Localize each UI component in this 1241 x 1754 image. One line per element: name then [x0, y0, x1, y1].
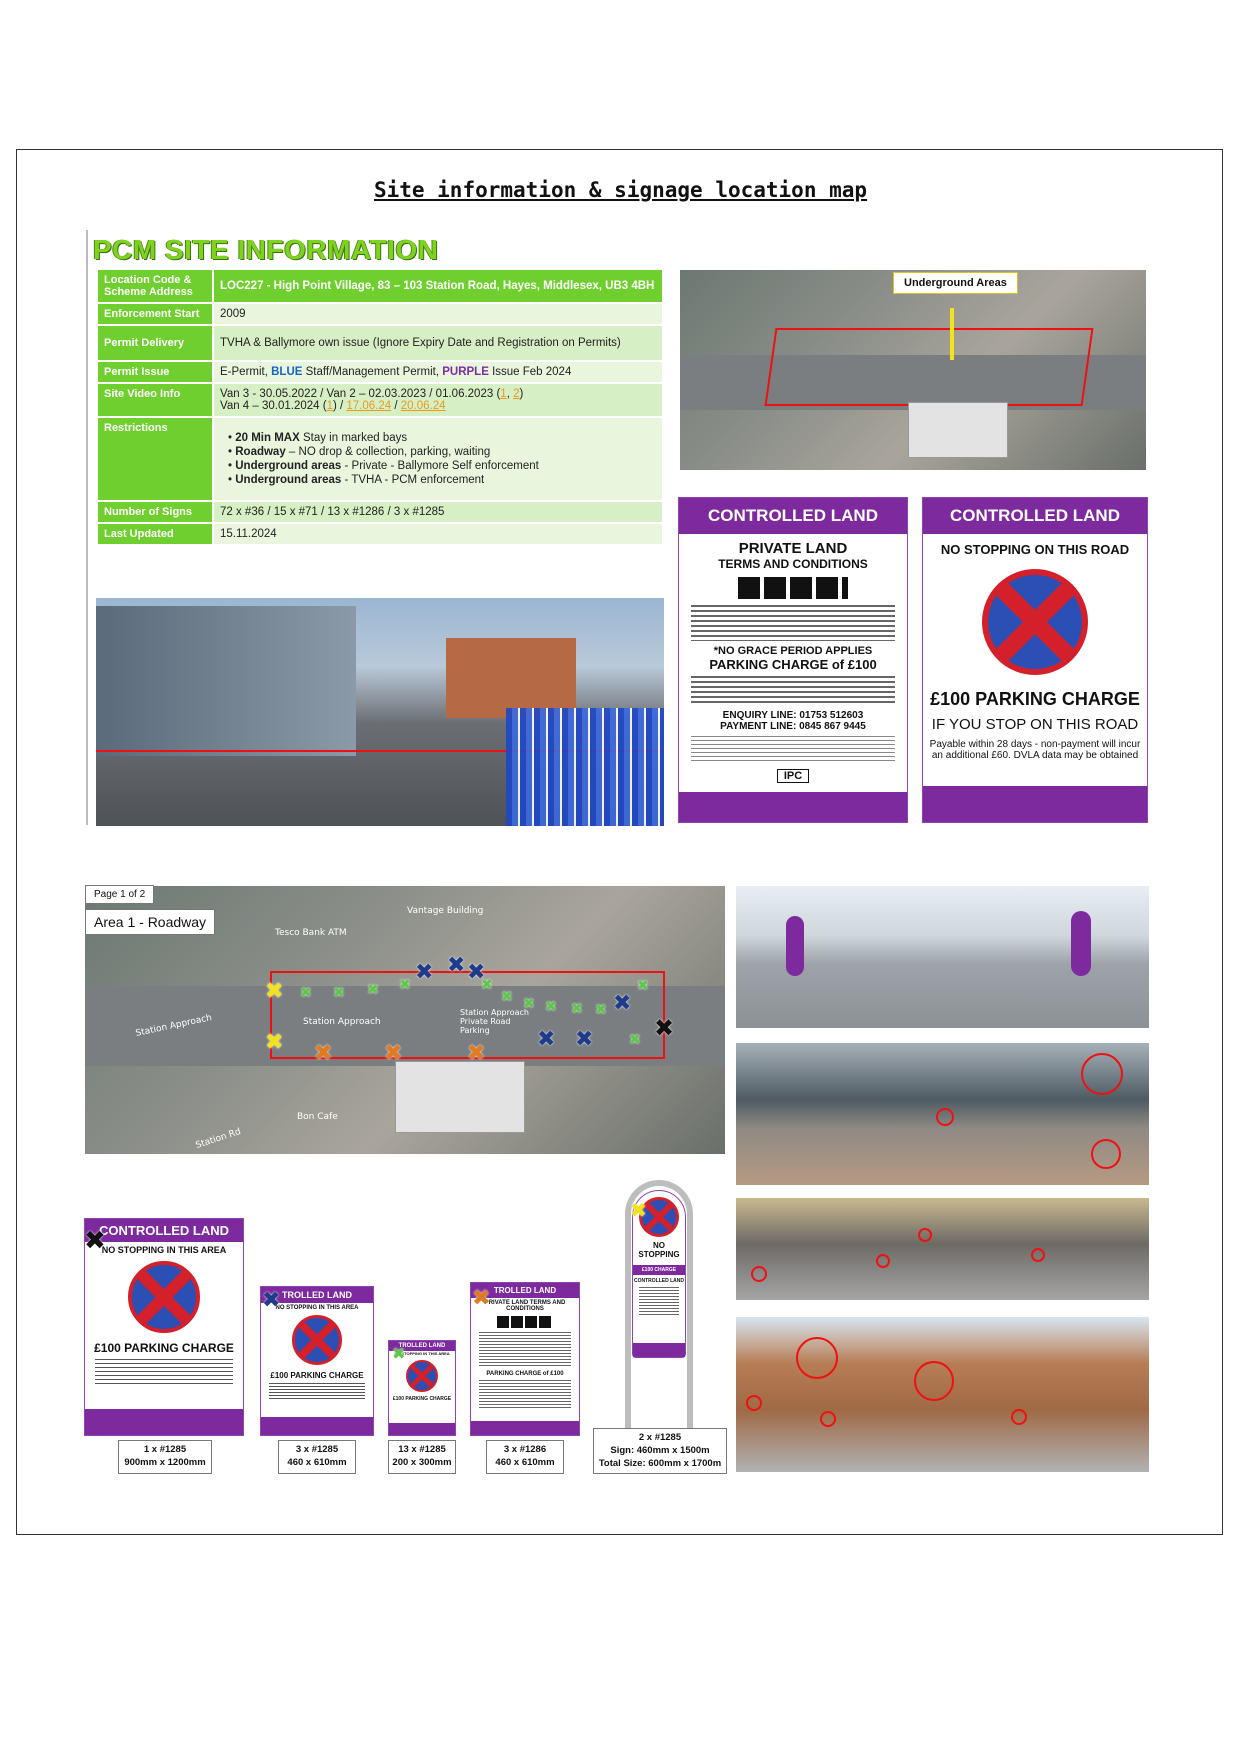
sign-location-marker-icon: ✖ [523, 996, 535, 1012]
list-item: • Roadway – NO drop & collection, parking, waiting [228, 446, 656, 458]
enquiry-line: ENQUIRY LINE: 01753 512603 [722, 710, 864, 721]
row-label: Location Code & Scheme Address [97, 269, 213, 303]
row-value: 15.11.2024 [213, 523, 663, 545]
sign-footer [389, 1423, 455, 1435]
no-stopping-sign [922, 497, 1148, 823]
no-stopping-icon [406, 1360, 438, 1392]
charge-notice: £100 PARKING CHARGE [270, 1371, 364, 1380]
sign-location-marker-icon: ✖ [481, 977, 493, 993]
list-item: • Underground areas - Private - Ballymore Self enforcement [228, 460, 656, 472]
payment-terms-text: Payable within 28 days - non-payment will incur an additional £60. DVLA data may be obtained [929, 739, 1141, 761]
row-label: Site Video Info [97, 383, 213, 417]
row-label: Last Updated [97, 523, 213, 545]
terms-text-block [691, 736, 895, 762]
sign-location-marker-icon: ✖ [447, 953, 466, 978]
sign-caption: 2 x #1285 Sign: 460mm x 1500m Total Size: 600mm x 1700m [593, 1428, 727, 1474]
row-value: TVHA & Ballymore own issue (Ignore Expiry Date and Registration on Permits) [213, 325, 663, 361]
table-row [97, 523, 663, 545]
row-value: E-Permit, BLUE Staff/Management Permit, PURPLE Issue Feb 2024 [213, 361, 663, 383]
sign-location-marker-icon: ✖ [613, 991, 632, 1016]
row-value: 2009 [213, 303, 663, 325]
sign-title: TROLLED LAND [261, 1287, 373, 1303]
sign-location-marker-icon: ✖ [265, 979, 284, 1004]
sign-location-marker-icon: ✖ [314, 1041, 333, 1066]
video-link[interactable]: 2 [513, 388, 520, 400]
sign-subtitle: CONTROLLED LAND [634, 1278, 684, 1284]
map-place-label: Station Approach [134, 1013, 213, 1039]
sign-text-block [639, 1287, 679, 1317]
map-place-label: Station Rd [194, 1127, 243, 1151]
page-title: Site information & signage location map [373, 178, 868, 202]
sign-subtitle: NO STOPPING IN THIS AREA [275, 1305, 359, 1311]
street-photo [96, 598, 664, 826]
sign-footer [471, 1421, 579, 1435]
sign-footer [85, 1409, 243, 1435]
site-photo-underpass [736, 1198, 1149, 1300]
table-row [97, 361, 663, 383]
sign-text-block [95, 1359, 233, 1385]
sign-location-marker-icon: ✖ [501, 989, 513, 1005]
sign-location-marker-icon: ✖ [545, 999, 557, 1015]
row-value: 72 x #36 / 15 x #71 / 13 x #1286 / 3 x #1285 [213, 501, 663, 523]
sign-subtitle: PRIVATE LAND TERMS AND CONDITIONS [484, 1300, 566, 1312]
sign-text-block [479, 1332, 571, 1368]
sign-location-marker-icon: ✖ [595, 1002, 607, 1018]
condition-text: IF YOU STOP ON THIS ROAD [931, 716, 1139, 733]
area-label: Area 1 - Roadway [85, 909, 215, 935]
sign-subtitle: NO STOPPING IN THIS AREA [101, 1245, 227, 1255]
table-row [97, 303, 663, 325]
sign-title: CONTROLLED LAND [923, 498, 1147, 534]
sign-location-marker-icon: ✖ [467, 1041, 486, 1066]
charge-notice: £100 PARKING CHARGE [930, 689, 1140, 709]
row-label: Permit Issue [97, 361, 213, 383]
sign-type-marker-icon: ✖ [262, 1288, 281, 1313]
sign-title: TROLLED LAND [389, 1341, 455, 1351]
sign-location-marker-icon: ✖ [637, 978, 649, 994]
sign-footer [923, 786, 1147, 822]
page-indicator: Page 1 of 2 [85, 885, 154, 904]
sign-type-marker-icon: ✖ [630, 1198, 647, 1222]
sign-caption: 1 x #1285 900mm x 1200mm [118, 1440, 212, 1474]
charge-notice: PARKING CHARGE of £100 [486, 1371, 564, 1377]
restriction-icons [497, 1316, 553, 1328]
sign-footer [633, 1343, 685, 1357]
sign-subtitle: PRIVATE LAND [738, 540, 848, 557]
payment-line: PAYMENT LINE: 0845 867 9445 [720, 721, 866, 732]
table-row [97, 269, 663, 303]
row-label: Enforcement Start [97, 303, 213, 325]
no-stopping-icon [292, 1315, 342, 1365]
table-row [97, 325, 663, 361]
row-label: Number of Signs [97, 501, 213, 523]
sign-location-marker-icon: ✖ [384, 1041, 403, 1066]
sign-title: TROLLED LAND [471, 1283, 579, 1298]
site-photo-entrance [736, 1043, 1149, 1185]
row-label: Permit Delivery [97, 325, 213, 361]
table-row [97, 417, 663, 501]
sign-subtitle: NO STOPPING ON THIS ROAD [940, 542, 1130, 557]
charge-notice: £100 PARKING CHARGE [392, 1396, 452, 1402]
no-stopping-icon [128, 1261, 200, 1333]
sign-location-marker-icon: ✖ [300, 985, 312, 1001]
charge-notice: PARKING CHARGE of £100 [709, 657, 877, 672]
sign-subtitle: NO STOPPING IN THIS AREA [394, 1351, 450, 1356]
underground-areas-label: Underground Areas [893, 272, 1018, 294]
aerial-map-overview [680, 270, 1146, 470]
sign-footer [679, 792, 907, 822]
site-photo-roadway [736, 886, 1149, 1028]
restrictions-list [220, 432, 656, 486]
table-row [97, 383, 663, 417]
sign-footer [261, 1417, 373, 1435]
sign-title: NO STOPPING [638, 1241, 680, 1259]
sign-location-marker-icon: ✖ [333, 985, 345, 1001]
row-label: Restrictions [97, 417, 213, 501]
row-value: LOC227 - High Point Village, 83 – 103 Station Road, Hayes, Middlesex, UB3 4BH [213, 269, 663, 303]
arrow-up-icon [950, 308, 954, 360]
sign-location-marker-icon: ✖ [265, 1030, 284, 1055]
sign-subtitle: £100 CHARGE [633, 1265, 685, 1275]
sign-type-marker-icon: ✖ [472, 1286, 491, 1311]
sign-title: CONTROLLED LAND [679, 498, 907, 534]
restriction-icons [738, 577, 848, 599]
sign-text-block [269, 1383, 365, 1401]
sign-location-marker-icon: ✖ [654, 1014, 675, 1042]
site-info-table [96, 268, 664, 546]
sign-location-marker-icon: ✖ [399, 977, 411, 993]
map-place-label: Station Approach [303, 1017, 381, 1027]
terms-sign [678, 497, 908, 823]
sign-location-marker-icon: ✖ [467, 960, 486, 985]
table-row [97, 501, 663, 523]
sign-title: CONTROLLED LAND [85, 1219, 243, 1242]
section-divider [86, 230, 88, 825]
sample-sign-large [84, 1218, 244, 1436]
video-link[interactable]: 20.06.24 [400, 400, 446, 412]
site-photo-wall [736, 1317, 1149, 1472]
sign-location-marker-icon: ✖ [415, 960, 434, 985]
map-place-label: Bon Cafe [297, 1112, 338, 1122]
video-link[interactable]: 1 [500, 388, 507, 400]
enforcement-zone-outline [765, 328, 1094, 406]
sign-type-marker-icon: ✖ [84, 1226, 106, 1256]
sign-location-marker-icon: ✖ [629, 1032, 641, 1048]
terms-text-block [691, 676, 895, 706]
sign-type-marker-icon: ✖ [392, 1344, 406, 1363]
sign-location-marker-icon: ✖ [367, 982, 379, 998]
sign-caption: 3 x #1285 460 x 610mm [278, 1440, 356, 1474]
sign-location-marker-icon: ✖ [537, 1027, 556, 1052]
sign-subtitle: TERMS AND CONDITIONS [718, 557, 868, 571]
map-place-label: Station Approach Private Road Parking [460, 1008, 529, 1035]
terms-text-block [691, 605, 895, 641]
video-link[interactable]: 17.06.24 [346, 400, 392, 412]
row-value [213, 417, 663, 501]
map-place-label: Vantage Building [407, 906, 484, 916]
map-place-label: Tesco Bank ATM [275, 928, 347, 938]
list-item: • Underground areas - TVHA - PCM enforcement [228, 474, 656, 486]
sign-location-marker-icon: ✖ [575, 1027, 594, 1052]
list-item: • 20 Min MAX Stay in marked bays [228, 432, 656, 444]
grace-notice: *NO GRACE PERIOD APPLIES [713, 645, 873, 657]
no-stopping-icon [982, 569, 1088, 675]
sign-caption: 3 x #1286 460 x 610mm [486, 1440, 564, 1474]
ipc-logo: IPC [777, 769, 809, 783]
video-link[interactable]: 1 [326, 400, 333, 412]
sign-location-marker-icon: ✖ [571, 1001, 583, 1017]
charge-notice: £100 PARKING CHARGE [94, 1341, 234, 1355]
sign-text-block [479, 1380, 571, 1408]
row-value: Van 3 - 30.05.2022 / Van 2 – 02.03.2023 / 01.06.2023 (1, 2) Van 4 – 30.01.2024 (1) / 17.06.24 / 20.06.24 [213, 383, 663, 417]
sign-caption: 13 x #1285 200 x 300mm [388, 1440, 456, 1474]
site-info-heading: PCM SITE INFORMATION [93, 234, 439, 265]
